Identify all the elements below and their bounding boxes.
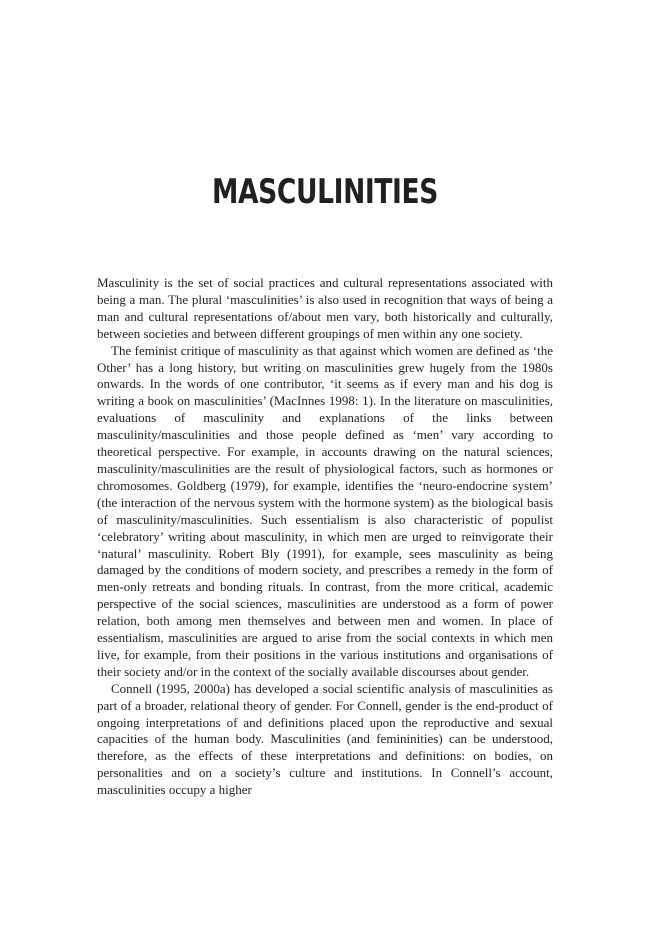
chapter-title: MASCULINITIES [212,172,438,212]
paragraph: Masculinity is the set of social practices and cultural representations associated with being a man. The plural ‘masculinities’ is also used in recognition that ways of being a man and cultural representations of/about men vary, both historically and culturally, between societies and between different groupings of men within any one society. [97,275,553,341]
chapter-body [97,275,553,799]
paragraph: Connell (1995, 2000a) has developed a social scientific analysis of masculinities as part of a broader, relational theory of gender. For Connell, gender is the end-product of ongoing interpretations of and definitions placed upon the reproductive and sexual capacities of the human body. Masculinities (and femininities) can be understood, therefore, as the effects of these interpretations and definitions: on bodies, on personalities and on a society’s culture and institutions. In Connell’s account, masculinities occupy a higher [97,680,553,798]
paragraph: The feminist critique of masculinity as that against which women are defined as ‘the Other’ has a long history, but writing on masculinities grew hugely from the 1980s onwards. In the words of one contributor, ‘it seems as if every man and his dog is writing a book on masculinities’ (MacInnes 1998: 1). In the literature on masculinities, evaluations of masculinity and explanations of the links between masculinity/masculinities and those people defined as ‘men’ vary according to theoretical perspective. For example, in accounts drawing on the natural sciences, masculinity/masculinities are the result of physiological factors, such as hormones or chromosomes. Goldberg (1979), for example, identifies the ‘neuro-endocrine system’ (the interaction of the nervous system with the hormone system) as the biological basis of masculinity/masculinities. Such essentialism is also characteristic of populist ‘celebratory’ writing about masculinity, in which men are urged to reinvigorate their ‘natural’ masculinity. Robert Bly (1991), for example, sees masculinity as being damaged by the conditions of modern society, and prescribes a remedy in the form of men-only retreats and bonding rituals. In contrast, from the more critical, academic perspective of the social sciences, masculinities are understood as a form of power relation, both among men themselves and between men and women. In place of essentialism, masculinities are argued to arise from the social contexts in which men live, for example, from their positions in the various institutions and organisations of their society and/or in the context of the socially available discourses about gender. [97,342,553,679]
